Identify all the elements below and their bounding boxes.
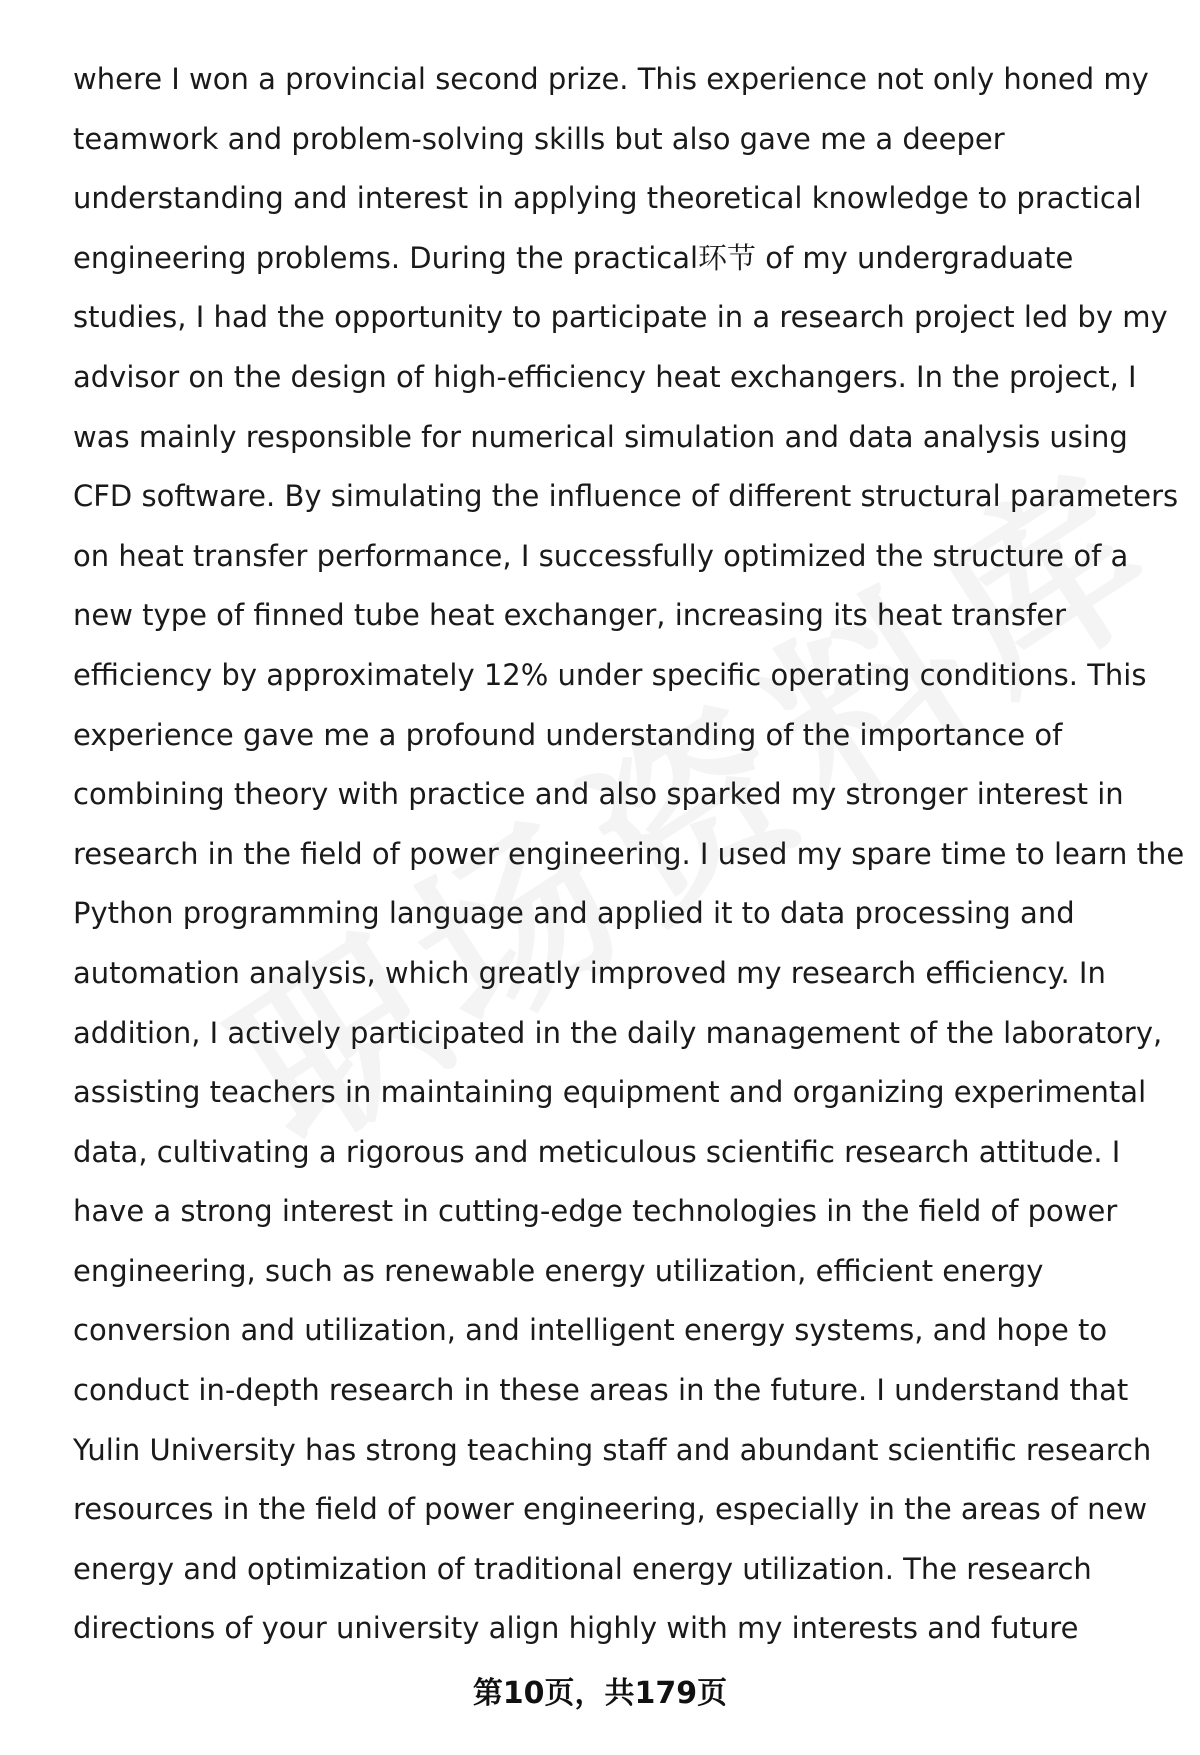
text-line: experience gave me a profound understanding of the importance of [73,717,1063,752]
text-line: data, cultivating a rigorous and meticulous scientific research attitude. I [73,1134,1121,1169]
text-line: on heat transfer performance, I successfully optimized the structure of a [73,538,1129,573]
text-line: CFD software. By simulating the influence of different structural parameters [73,479,1179,514]
text-line: resources in the field of power engineering, especially in the areas of new [73,1492,1148,1527]
text-line: was mainly responsible for numerical simulation and data analysis using [73,419,1128,454]
text-line: conduct in-depth research in these areas in the future. I understand that [73,1373,1129,1408]
text-line: addition, I actively participated in the daily management of the laboratory, [73,1015,1163,1050]
text-line: new type of finned tube heat exchanger, increasing its heat transfer [73,598,1067,633]
text-line: studies, I had the opportunity to participate in a research project led by my [73,300,1168,335]
text-line: conversion and utilization, and intelligent energy systems, and hope to [73,1313,1108,1348]
text-line: efficiency by approximately 12% under specific operating conditions. This [73,657,1147,692]
text-line: assisting teachers in maintaining equipment and organizing experimental [73,1075,1147,1110]
text-line: where I won a provincial second prize. This experience not only honed my [73,62,1149,96]
text-line: energy and optimization of traditional energy utilization. The research [73,1551,1092,1586]
text-line: teamwork and problem-solving skills but also gave me a deeper [73,121,1005,156]
text-line: research in the field of power engineering. I used my spare time to learn the [73,836,1185,871]
text-line: Python programming language and applied it to data processing and [73,896,1075,931]
text-line: have a strong interest in cutting-edge technologies in the field of power [73,1194,1118,1229]
text-line: directions of your university align highly with my interests and future [73,1611,1079,1646]
text-line: Yulin University has strong teaching staff and abundant scientific research [73,1432,1152,1467]
text-line: understanding and interest in applying theoretical knowledge to practical [73,181,1142,216]
text-line: combining theory with practice and also sparked my stronger interest in [73,777,1124,812]
text-line: advisor on the design of high-efficiency heat exchangers. In the project, I [73,359,1137,394]
text-line: engineering, such as renewable energy utilization, efficient energy [73,1253,1044,1288]
page-number: 第10页，共179页 [472,1676,728,1711]
body-paragraph [73,50,1185,1659]
text-line: automation analysis, which greatly improved my research efficiency. In [73,955,1106,990]
text-line: engineering problems. During the practical环节 of my undergraduate [73,240,1074,275]
